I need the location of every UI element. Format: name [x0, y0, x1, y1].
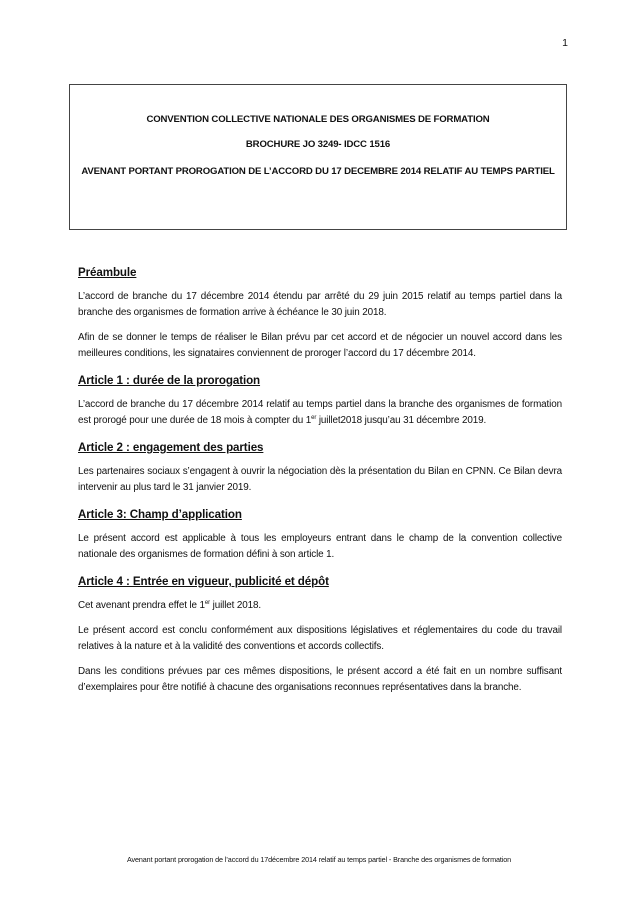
article-3-heading: Article 3: Champ d’application [78, 508, 242, 521]
article-4-paragraph-2: Le présent accord est conclu conformément aux dispositions législatives et réglementaires du code du travail relatives à la nature et à la validité des conventions et accords collectifs. [78, 625, 562, 652]
article-1-heading: Article 1 : durée de la prorogation [78, 374, 261, 387]
article-4-text-end: juillet 2018. [210, 600, 262, 611]
page-footer: Avenant portant prorogation de l’accord du 17décembre 2014 relatif au temps partiel - Branche des organismes de formation [126, 855, 512, 864]
article-1-text-end: juillet2018 jusqu’au 31 décembre 2019. [316, 415, 487, 426]
article-2-paragraph: Les partenaires sociaux s’engagent à ouvrir la négociation dès la présentation du Bilan en CPNN. Ce Bilan devra intervenir au plus tard le 31 janvier 2019. [78, 466, 562, 493]
title-convention: CONVENTION COLLECTIVE NATIONALE DES ORGANISMES DE FORMATION [146, 114, 490, 125]
article-3-paragraph: Le présent accord est applicable à tous les employeurs entrant dans le champ de la convention collective nationale des organismes de formation défini à son article 1. [78, 533, 562, 560]
title-brochure: BROCHURE JO 3249- IDCC 1516 [245, 139, 391, 150]
article-1-text-start: L’accord de branche du 17 décembre 2014 relatif au temps partiel dans la branche des organismes de formation est prorogé pour une durée de 18 mois à compter du 1 [78, 399, 562, 426]
preambule-paragraph-2: Afin de se donner le temps de réaliser le Bilan prévu par cet accord et de négocier un nouvel accord dans les meilleures conditions, les signataires conviennent de proroger l’accord du 17 décembre 2014. [78, 332, 562, 359]
article-4-superscript: er [204, 600, 210, 606]
title-box [69, 84, 567, 230]
title-avenant: AVENANT PORTANT PROROGATION DE L’ACCORD DU 17 DECEMBRE 2014 RELATIF AU TEMPS PARTIEL [81, 166, 555, 177]
article-4-paragraph-3: Dans les conditions prévues par ces mêmes dispositions, le présent accord a été fait en un nombre suffisant d’exemplaires pour être notifié à chacune des organisations reconnues représentatives dans la branche. [78, 666, 562, 693]
article-4-text-start: Cet avenant prendra effet le 1 [78, 600, 205, 611]
page-number: 1 [562, 37, 568, 49]
article-4-heading: Article 4 : Entrée en vigueur, publicité et dépôt [78, 575, 329, 588]
preambule-heading: Préambule [78, 266, 137, 279]
article-4-paragraph-1 [78, 598, 562, 614]
preambule-paragraph-1: L’accord de branche du 17 décembre 2014 étendu par arrêté du 29 juin 2015 relatif au temps partiel dans la branche des organismes de formation arrive à échéance le 30 juin 2018. [78, 291, 562, 318]
article-1-superscript: er [311, 415, 317, 421]
article-2-heading: Article 2 : engagement des parties [78, 441, 264, 454]
article-1-paragraph [78, 397, 562, 429]
document-body [78, 265, 562, 705]
